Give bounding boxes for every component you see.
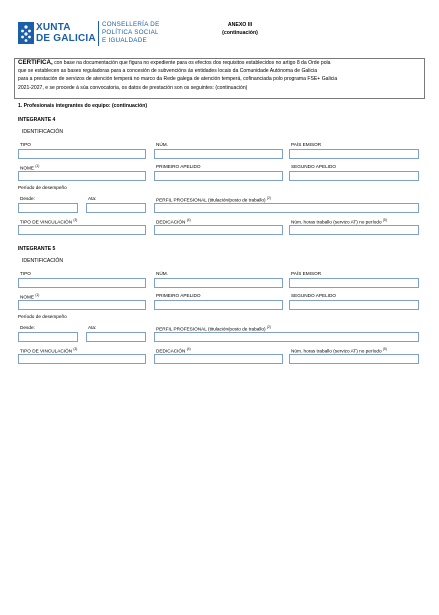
member-4-link-type-label — [20, 218, 77, 225]
member-5-first-surname-field[interactable] — [154, 300, 283, 310]
member-4-number-label-text: NÚM. — [156, 142, 168, 147]
member-5-to-label-text: Ata: — [88, 325, 97, 330]
member-4-hours-field[interactable] — [289, 225, 419, 235]
section-title: 1. Profesionais integrantes do equipo: (continuación) — [18, 103, 148, 109]
member-5-link-type-label-text: TIPO DE VINCULACIÓN — [20, 348, 73, 354]
member-4-first-surname-field[interactable] — [154, 171, 283, 181]
annex-subtitle: (continuación) — [222, 30, 258, 36]
member-5-second-surname-label-text: SEGUNDO APELIDO — [291, 293, 337, 298]
member-5-name-label-text: NOME — [20, 294, 35, 300]
member-4-country-label-text: PAÍS EMISOR — [291, 142, 322, 147]
member-4-to-field[interactable] — [86, 203, 146, 213]
member-5-profile-label-note: (2) — [266, 325, 271, 329]
member-5-to-field[interactable] — [86, 332, 146, 342]
member-5-second-surname-field[interactable] — [289, 300, 419, 310]
member-4-profile-label-text: PERFIL PROFESIONAL (titulación/posto de traballo) — [156, 197, 266, 203]
member-4-title: INTEGRANTE 4 — [18, 117, 56, 123]
member-5-profile-label — [156, 325, 271, 332]
member-4-hours-label-text: Núm. horas traballo (servizo AT) no período — [291, 219, 382, 225]
member-4-type-label — [20, 142, 31, 147]
member-5-identification-label: IDENTIFICACIÓN — [22, 258, 64, 264]
member-4-profile-label — [156, 196, 271, 203]
member-4-link-type-field[interactable] — [18, 225, 146, 235]
member-4-period-label-text: Período de desempeño — [18, 185, 67, 190]
member-4-from-label — [20, 196, 35, 201]
member-5-number-field[interactable] — [154, 278, 283, 288]
member-4-dedication-field[interactable] — [154, 225, 283, 235]
certify-text — [18, 59, 422, 92]
certify-line-1: con base na documentación que figura no expediente para os efectos dos requisitos establecidos no artigo 8 da Orde pola — [52, 60, 331, 66]
member-5-name-field[interactable] — [18, 300, 146, 310]
member-5-title: INTEGRANTE 5 — [18, 246, 56, 252]
member-5-from-label — [20, 325, 35, 330]
member-4-first-surname-label — [156, 164, 201, 169]
member-4-type-field[interactable] — [18, 149, 146, 159]
member-4-type-label-text: TIPO — [20, 142, 31, 147]
member-5-type-label-text: TIPO — [20, 271, 31, 276]
member-5-number-label — [156, 271, 168, 276]
galicia-crest-icon — [18, 22, 34, 44]
member-5-link-type-label — [20, 347, 77, 354]
member-4-profile-field[interactable] — [154, 203, 419, 213]
member-4-name-label — [20, 164, 39, 171]
member-4-number-field[interactable] — [154, 149, 283, 159]
member-5-country-label-text: PAÍS EMISOR — [291, 271, 322, 276]
member-4-name-label-note: (1) — [35, 164, 40, 168]
member-4-profile-label-note: (2) — [266, 196, 271, 200]
member-5-hours-label-note: (5) — [382, 347, 387, 351]
member-5-number-label-text: NÚM. — [156, 271, 168, 276]
member-4-dedication-label — [156, 218, 191, 225]
annex-heading — [200, 21, 280, 37]
member-4-identification-label: IDENTIFICACIÓN — [22, 129, 64, 135]
member-5-second-surname-label — [291, 293, 336, 298]
member-5-period-label — [18, 314, 67, 319]
member-4-to-label-text: Ata: — [88, 196, 97, 201]
member-5-name-label — [20, 293, 39, 300]
member-5-dedication-field[interactable] — [154, 354, 283, 364]
member-5-hours-field[interactable] — [289, 354, 419, 364]
member-5-name-label-note: (1) — [35, 293, 40, 297]
member-4-name-field[interactable] — [18, 171, 146, 181]
member-5-hours-label — [291, 347, 387, 354]
member-4-hours-label — [291, 218, 387, 225]
member-5-country-field[interactable] — [289, 278, 419, 288]
member-4-number-label — [156, 142, 168, 147]
department-line-1: CONSELLERÍA DE — [102, 21, 160, 28]
member-5-to-label — [88, 325, 96, 330]
certify-line-3: para a prestación de servizos de atención temperá no marco da Rede galega de atención temperá, cofinanciada polo programa FSE+ Galicia — [18, 76, 338, 83]
member-5-first-surname-label-text: PRIMEIRO APELIDO — [156, 293, 201, 298]
member-4-second-surname-field[interactable] — [289, 171, 419, 181]
member-5-from-field[interactable] — [18, 332, 78, 342]
member-4-to-label — [88, 196, 96, 201]
member-5-first-surname-label — [156, 293, 201, 298]
certify-line-2: que se establecen as bases reguladoras para a concesión de subvencións ás entidades locais da Comunidade Autónoma de Galicia — [18, 68, 318, 75]
member-5-link-type-field[interactable] — [18, 354, 146, 364]
member-5-type-label — [20, 271, 31, 276]
member-5-profile-field[interactable] — [154, 332, 419, 342]
logo-text-galicia: DE GALICIA — [36, 33, 96, 44]
member-4-first-surname-label-text: PRIMEIRO APELIDO — [156, 164, 201, 169]
member-5-country-label — [291, 271, 321, 276]
member-4-from-label-text: Desde: — [20, 196, 35, 201]
member-5-link-type-label-note: (3) — [73, 347, 78, 351]
xunta-logo — [18, 21, 98, 47]
member-4-name-label-text: NOME — [20, 165, 35, 171]
member-5-from-label-text: Desde: — [20, 325, 35, 330]
member-4-country-label — [291, 142, 321, 147]
member-5-dedication-label-text: DEDICACIÓN — [156, 348, 186, 354]
member-4-second-surname-label — [291, 164, 336, 169]
member-4-from-field[interactable] — [18, 203, 78, 213]
department-name — [102, 21, 160, 46]
member-4-link-type-label-text: TIPO DE VINCULACIÓN — [20, 219, 73, 225]
member-5-profile-label-text: PERFIL PROFESIONAL (titulación/posto de traballo) — [156, 326, 266, 332]
member-5-dedication-label-note: (4) — [186, 347, 191, 351]
member-4-link-type-label-note: (3) — [73, 218, 78, 222]
member-4-country-field[interactable] — [289, 149, 419, 159]
member-5-period-label-text: Período de desempeño — [18, 314, 67, 319]
member-4-dedication-label-text: DEDICACIÓN — [156, 219, 186, 225]
header-divider — [98, 21, 99, 46]
annex-title: ANEXO III — [227, 22, 253, 28]
department-line-3: E IGUALDADE — [102, 37, 147, 45]
member-4-second-surname-label-text: SEGUNDO APELIDO — [291, 164, 337, 169]
member-4-period-label — [18, 185, 67, 190]
certify-line-4: 2021-2027, e se procede á súa convocatoria, os datos de prestación son os seguintes: (continuación) — [18, 84, 248, 91]
department-line-2: POLÍTICA SOCIAL — [102, 29, 159, 37]
member-4-dedication-label-note: (4) — [186, 218, 191, 222]
member-5-hours-label-text: Núm. horas traballo (servizo AT) no período — [291, 348, 382, 354]
certify-lead: CERTIFICA, — [18, 59, 53, 66]
logo-text-xunta: XUNTA — [36, 22, 71, 33]
member-5-dedication-label — [156, 347, 191, 354]
member-5-type-field[interactable] — [18, 278, 146, 288]
member-4-hours-label-note: (5) — [382, 218, 387, 222]
